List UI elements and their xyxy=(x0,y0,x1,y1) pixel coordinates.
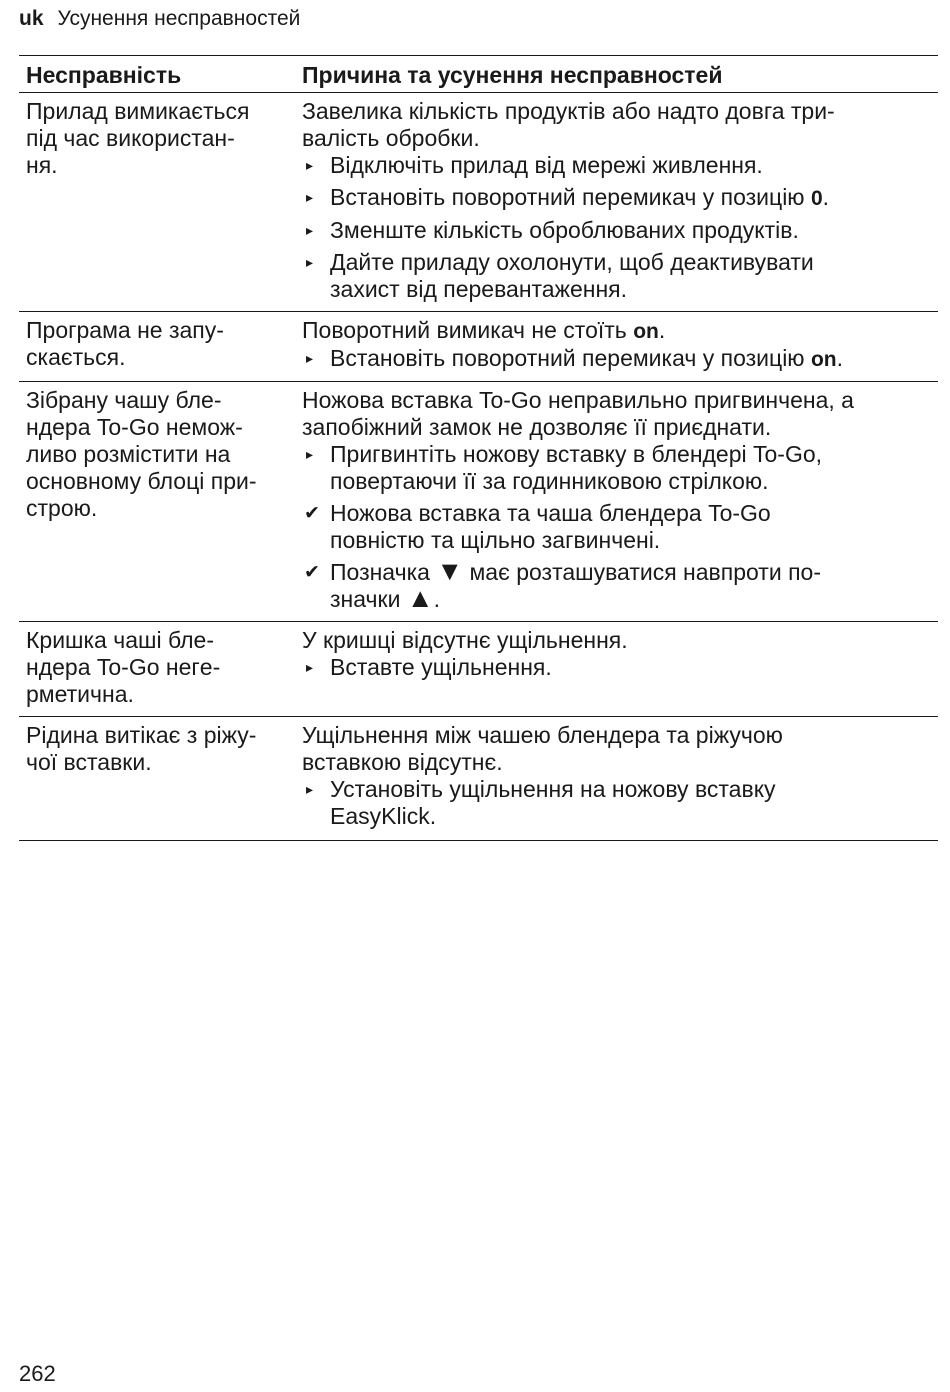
bullet-icon: ▸ xyxy=(306,157,314,173)
cause-text: Завелика кількість продуктів або надто довга три- валість обробки. xyxy=(302,98,835,151)
column-header-fault: Несправність xyxy=(26,62,182,88)
step-text: Встановіть поворотний перемикач у позицію xyxy=(330,184,811,210)
step-text-end: . xyxy=(822,184,830,210)
troubleshooting-table xyxy=(19,55,938,841)
table-header xyxy=(19,56,938,93)
step-text: Відключіть прилад від мережі живлення. xyxy=(330,152,763,178)
fault-text: Зібрану чашу бле- ндера To-Go немож- ливо розмістити на основному блоці при- строю. xyxy=(26,387,257,521)
step-item xyxy=(302,152,934,179)
step-text: Установіть ущільнення на ножову вставку EasyKlick. xyxy=(330,776,776,829)
bullet-icon: ▸ xyxy=(306,222,314,238)
step-text: Зменште кількість оброблюваних продуктів. xyxy=(330,217,799,243)
position-value: 0 xyxy=(810,187,823,210)
step-text: Встановіть поворотний перемикач у позицію xyxy=(330,345,811,371)
position-value: on xyxy=(633,320,659,343)
result-item: ✔ Позначка ▼ має розташуватися навпроти по- значки ▲. xyxy=(304,556,821,613)
table-row xyxy=(19,382,938,622)
step-item xyxy=(302,217,934,244)
result-item xyxy=(302,500,934,554)
fault-text: Прилад вимикається під час використан- ня. xyxy=(26,98,250,178)
step-item xyxy=(302,654,934,681)
step-item xyxy=(302,249,934,303)
language-code: uk xyxy=(19,7,44,30)
cause-text: Ножова вставка To-Go неправильно пригвинчена, а запобіжний замок не дозволяє її приєднати. xyxy=(302,387,854,440)
page-number: 262 xyxy=(19,1361,56,1386)
fault-text: Кришка чаші бле- ндера To-Go негe- рметична. xyxy=(26,627,221,707)
page-header xyxy=(19,6,300,32)
checkmark-icon: ✔ xyxy=(304,562,320,583)
table-row xyxy=(19,717,938,841)
table-row xyxy=(19,622,938,717)
bullet-icon: ▸ xyxy=(306,446,314,462)
bullet-icon: ▸ xyxy=(306,254,314,270)
triangle-down-icon: ▼ xyxy=(436,556,464,586)
step-item xyxy=(302,441,934,495)
triangle-up-icon: ▲ xyxy=(406,583,434,613)
cause-text: У кришці відсутнє ущільнення. xyxy=(302,627,628,653)
checkmark-icon: ✔ xyxy=(304,503,320,524)
bullet-icon: ▸ xyxy=(306,189,314,205)
section-title: Усунення несправностей xyxy=(57,7,301,30)
position-value: on xyxy=(810,348,837,371)
bullet-icon: ▸ xyxy=(306,781,314,797)
step-item: ▸ Встановіть поворотний перемикач у позицію on. xyxy=(302,345,934,373)
bullet-icon: ▸ xyxy=(306,659,314,675)
cause-text: Поворотний вимикач не стоїть on. xyxy=(302,317,666,343)
step-text: Вставте ущільнення. xyxy=(330,654,552,680)
table-row xyxy=(19,93,938,312)
bullet-icon: ▸ xyxy=(306,350,314,366)
step-text: Пригвинтіть ножову вставку в блендері To-Go, повертаючи її за годинниковою стрілкою. xyxy=(330,441,823,494)
column-header-cause: Причина та усунення несправностей xyxy=(302,62,723,88)
step-text: Дайте приладу охолонути, щоб деактивувати захист від перевантаження. xyxy=(330,249,814,302)
result-text: Ножова вставка та чаша блендера To-Go повністю та щільно загвинчені. xyxy=(330,500,771,553)
table-row xyxy=(19,312,938,382)
fault-text: Програма не запу- скається. xyxy=(26,317,224,370)
fault-text: Рідина витікає з ріжу- чої вставки. xyxy=(26,722,257,775)
step-item xyxy=(302,776,934,830)
step-item xyxy=(302,184,934,212)
cause-text: Ущільнення між чашею блендера та ріжучою вставкою відсутнє. xyxy=(302,722,783,775)
